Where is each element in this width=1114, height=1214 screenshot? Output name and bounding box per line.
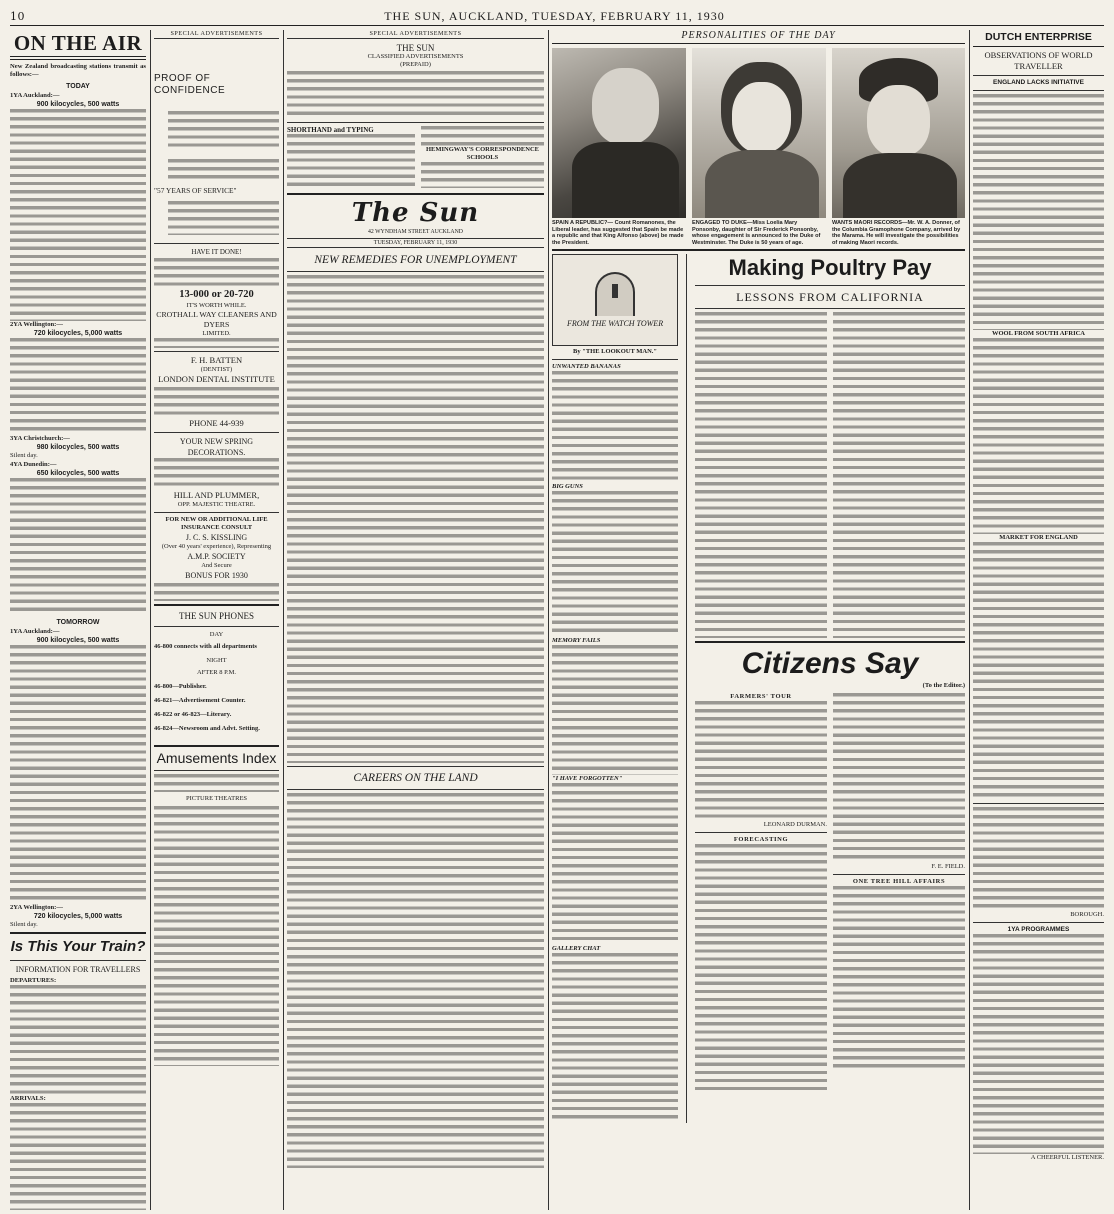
letter-signature: A CHEERFUL LISTENER. [1030, 1154, 1104, 1161]
amusements-title: Amusements Index [156, 750, 277, 767]
program-listing [10, 645, 146, 904]
poultry-body [833, 312, 965, 638]
secure-label: And Secure [201, 562, 232, 570]
station-label: 1YA Auckland:— [10, 92, 60, 100]
dental-institute: LONDON DENTAL INSTITUTE [158, 374, 275, 385]
classified-rates [287, 71, 544, 119]
company-address: OPP. MAJESTIC THEATRE. [177, 501, 256, 509]
page-masthead [10, 8, 1104, 26]
station-frequency: 650 kilocycles, 500 watts [36, 469, 120, 477]
tomorrow-label: TOMORROW [56, 618, 100, 626]
editorial-body [287, 793, 544, 1168]
letter-title: ONE TREE HILL AFFAIRS [852, 878, 946, 886]
arrivals-list [10, 1103, 146, 1210]
personalities-title: PERSONALITIES OF THE DAY [681, 30, 836, 41]
station-frequency: 900 kilocycles, 500 watts [36, 636, 120, 644]
dental-phone: PHONE 44-939 [189, 418, 244, 429]
letter-title: 1YA PROGRAMMES [1007, 926, 1070, 933]
program-listing [10, 338, 146, 435]
silent-day: Silent day. [10, 452, 38, 460]
section-title: GALLERY CHAT [552, 945, 601, 953]
photo-loelia-ponsonby [692, 48, 826, 218]
on-the-air-heading: ON THE AIR [13, 31, 143, 55]
section-body [552, 645, 678, 775]
phones-night: NIGHT [206, 657, 227, 665]
letter-body [833, 886, 965, 1072]
phone-numbers: 13-000 or 20-720 [179, 289, 254, 301]
arrivals-label: ARRIVALS: [10, 1095, 46, 1103]
column-rule [283, 30, 284, 1210]
section-title: MEMORY FAILS [552, 637, 601, 645]
photo-row [552, 48, 965, 246]
editorial-title: NEW REMEDIES FOR UNEMPLOYMENT [314, 254, 517, 266]
section-title: "I HAVE FORGOTTEN" [552, 775, 623, 783]
editorial-title: CAREERS ON THE LAND [353, 772, 478, 784]
station-label: 1YA Auckland:— [10, 627, 60, 635]
column-rule [686, 254, 687, 1123]
station-frequency: 720 kilocycles, 5,000 watts [33, 330, 123, 338]
watch-tower-column [552, 254, 678, 1123]
ad-body [168, 201, 279, 235]
watch-tower-title: FROM THE WATCH TOWER [566, 318, 664, 328]
classified-prepaid: (PREPAID) [400, 61, 431, 68]
station-label: 2YA Wellington:— [10, 321, 63, 329]
phone-line: 46-800—Publisher. [154, 683, 207, 691]
hemingway-title: HEMINGWAY'S CORRESPONDENCE SCHOOLS [426, 146, 539, 161]
section-header: SPECIAL ADVERTISEMENTS [287, 30, 544, 39]
phone-line: 46-821—Advertisement Counter. [154, 697, 246, 705]
section-title: BIG GUNS [552, 483, 583, 491]
station-label: 2YA Wellington:— [10, 903, 63, 911]
article-body [973, 338, 1104, 534]
article-subhead: WOOL FROM SOUTH AFRICA [992, 330, 1085, 337]
section-title: UNWANTED BANANAS [552, 363, 621, 371]
station-frequency: 900 kilocycles, 500 watts [36, 101, 120, 109]
ad-body [154, 258, 279, 288]
company-name: HILL AND PLUMMER, [173, 490, 260, 501]
ad-body [154, 387, 279, 417]
citizens-say-title: Citizens Say [741, 647, 919, 681]
photo-caption: WANTS MAORI RECORDS—Mr. W. A. Donner, of the Columbia Gramophone Company, arrived by the Marama. He will investigate the possibilities of making Maori records. [832, 220, 961, 246]
station-label: 4YA Dunedin:— [10, 460, 57, 468]
travellers-heading: INFORMATION FOR TRAVELLERS [15, 964, 141, 974]
section-body [552, 783, 678, 945]
article-body [973, 94, 1104, 330]
letter-signature: BOROUGH. [1070, 911, 1104, 918]
column-on-the-air [10, 30, 146, 1210]
heading-rule [10, 56, 146, 60]
station-label: 3YA Christchurch:— [10, 435, 70, 443]
ad-body [154, 338, 279, 348]
column-editorial [287, 30, 544, 1210]
ad-title: YOUR NEW SPRING DECORATIONS. [179, 437, 254, 458]
watch-tower-byline: By "THE LOOKOUT MAN." [573, 348, 658, 356]
ad-body [287, 134, 415, 190]
personalities-banner [552, 30, 965, 44]
column-rule [969, 30, 970, 1210]
poultry-title: Making Poultry Pay [728, 255, 932, 281]
departures-label: DEPARTURES: [10, 976, 57, 984]
dentist-sub: (DENTIST) [200, 366, 233, 374]
bonus-label: BONUS FOR 1930 [185, 571, 248, 581]
ad-body [168, 159, 279, 183]
phones-day-line: 46-800 connects with all departments [154, 643, 257, 651]
ad-body [421, 162, 544, 188]
station-frequency: 720 kilocycles, 5,000 watts [33, 912, 123, 920]
phone-line: 46-824—Newsroom and Advt. Setting. [154, 725, 260, 733]
program-listing [10, 478, 146, 615]
ad-title: PROOF OF CONFIDENCE [154, 73, 226, 96]
column-dutch-enterprise [973, 30, 1104, 1210]
ad-title: FOR NEW OR ADDITIONAL LIFE INSURANCE CONSULT [165, 516, 268, 532]
silent-day: Silent day. [10, 920, 38, 928]
ad-body [168, 111, 279, 151]
ad-quote: "57 YEARS OF SERVICE" [154, 186, 237, 195]
phones-day: DAY [209, 631, 224, 639]
newspaper-logo: The Sun [351, 198, 480, 228]
section-body [552, 371, 678, 483]
watch-tower-logo [552, 254, 678, 346]
phones-title: THE SUN PHONES [178, 611, 254, 622]
today-label: TODAY [66, 83, 90, 91]
column-special-ads [154, 30, 279, 1210]
letter-title: FORECASTING [733, 836, 789, 844]
letter-body [973, 934, 1104, 1154]
editorial-body [287, 275, 544, 763]
train-heading: Is This Your Train? [10, 937, 146, 955]
ad-body [154, 583, 279, 601]
letter-body [695, 701, 827, 821]
tower-icon [595, 272, 635, 316]
dutch-subheading: OBSERVATIONS OF WORLD TRAVELLER [984, 50, 1093, 71]
agent-name: J. C. S. KISSLING [185, 533, 248, 543]
article-body [973, 542, 1104, 800]
photo-king-alfonso [552, 48, 686, 218]
ad-body [154, 458, 279, 490]
agent-sub: (Over 40 years' experience), Representing [161, 543, 272, 551]
phones-after: AFTER 8 P.M. [196, 669, 236, 677]
ad-body [421, 126, 544, 146]
section-header: SPECIAL ADVERTISEMENTS [154, 30, 279, 39]
letter-signature: LEONARD DURMAN. [763, 821, 827, 829]
section-body [552, 491, 678, 637]
letter-body [973, 807, 1104, 911]
photo-w-a-donner [832, 48, 965, 218]
society-name: A.M.P. SOCIETY [187, 552, 246, 562]
section-body [552, 953, 678, 1123]
picture-theatres: PICTURE THEATRES [185, 795, 248, 803]
company-suffix: LIMITED. [202, 330, 231, 338]
poultry-body [695, 312, 827, 638]
classified-sub: CLASSIFIED ADVERTISEMENTS [367, 53, 464, 60]
dutch-subheading-2: ENGLAND LACKS INITIATIVE [993, 79, 1084, 86]
page-number: 10 [10, 10, 25, 23]
ad-tagline: IT'S WORTH WHILE. [186, 302, 247, 310]
station-frequency: 980 kilocycles, 500 watts [36, 444, 120, 452]
lower-features [552, 254, 965, 1123]
column-rule [150, 30, 151, 1210]
letter-signature: F. E. FIELD. [931, 863, 965, 871]
intro-text: New Zealand broadcasting stations transmit as follows:— [10, 63, 146, 79]
program-listing [10, 109, 146, 321]
newspaper-date: TUESDAY, FEBRUARY 11, 1930 [287, 238, 544, 248]
poultry-subtitle: LESSONS FROM CALIFORNIA [736, 290, 924, 305]
company-name: CROTHALL WAY CLEANERS AND DYERS [156, 310, 277, 330]
shorthand-title: SHORTHAND and TYPING [287, 126, 374, 134]
letter-body [695, 844, 827, 1090]
column-features [552, 30, 965, 1210]
departures-list [10, 985, 146, 1095]
dentist-name: F. H. BATTEN [190, 355, 243, 366]
poultry-citizens-column [695, 254, 965, 1123]
newspaper-title: THE SUN, AUCKLAND, TUESDAY, FEBRUARY 11, 1930 [384, 9, 725, 23]
newspaper-address: 42 WYNDHAM STREET AUCKLAND [368, 229, 463, 235]
ad-title: HAVE IT DONE! [191, 248, 242, 257]
amusement-listing [154, 806, 279, 1066]
letter-body [833, 693, 965, 863]
citizens-say-sub: (To the Editor.) [922, 682, 965, 690]
photo-caption: SPAIN A REPUBLIC?— Count Romanones, the Liberal leader, has suggested that Spain be made a republic and that King Alfonso (above) be made the President. [552, 220, 684, 246]
article-subhead: MARKET FOR ENGLAND [999, 534, 1078, 541]
letter-title: FARMERS' TOUR [730, 693, 792, 701]
dutch-heading: DUTCH ENTERPRISE [973, 30, 1104, 47]
amusement-listing [154, 774, 279, 792]
phone-line: 46-822 or 46-823—Literary. [154, 711, 232, 719]
column-rule [548, 30, 549, 1210]
photo-caption: ENGAGED TO DUKE—Miss Loelia Mary Ponsonby, daughter of Sir Frederick Ponsonby, whose engagement is announced to the Duke of Westminster. The Duke is 50 years of age. [692, 220, 821, 246]
classified-title: THE SUN [396, 43, 435, 53]
